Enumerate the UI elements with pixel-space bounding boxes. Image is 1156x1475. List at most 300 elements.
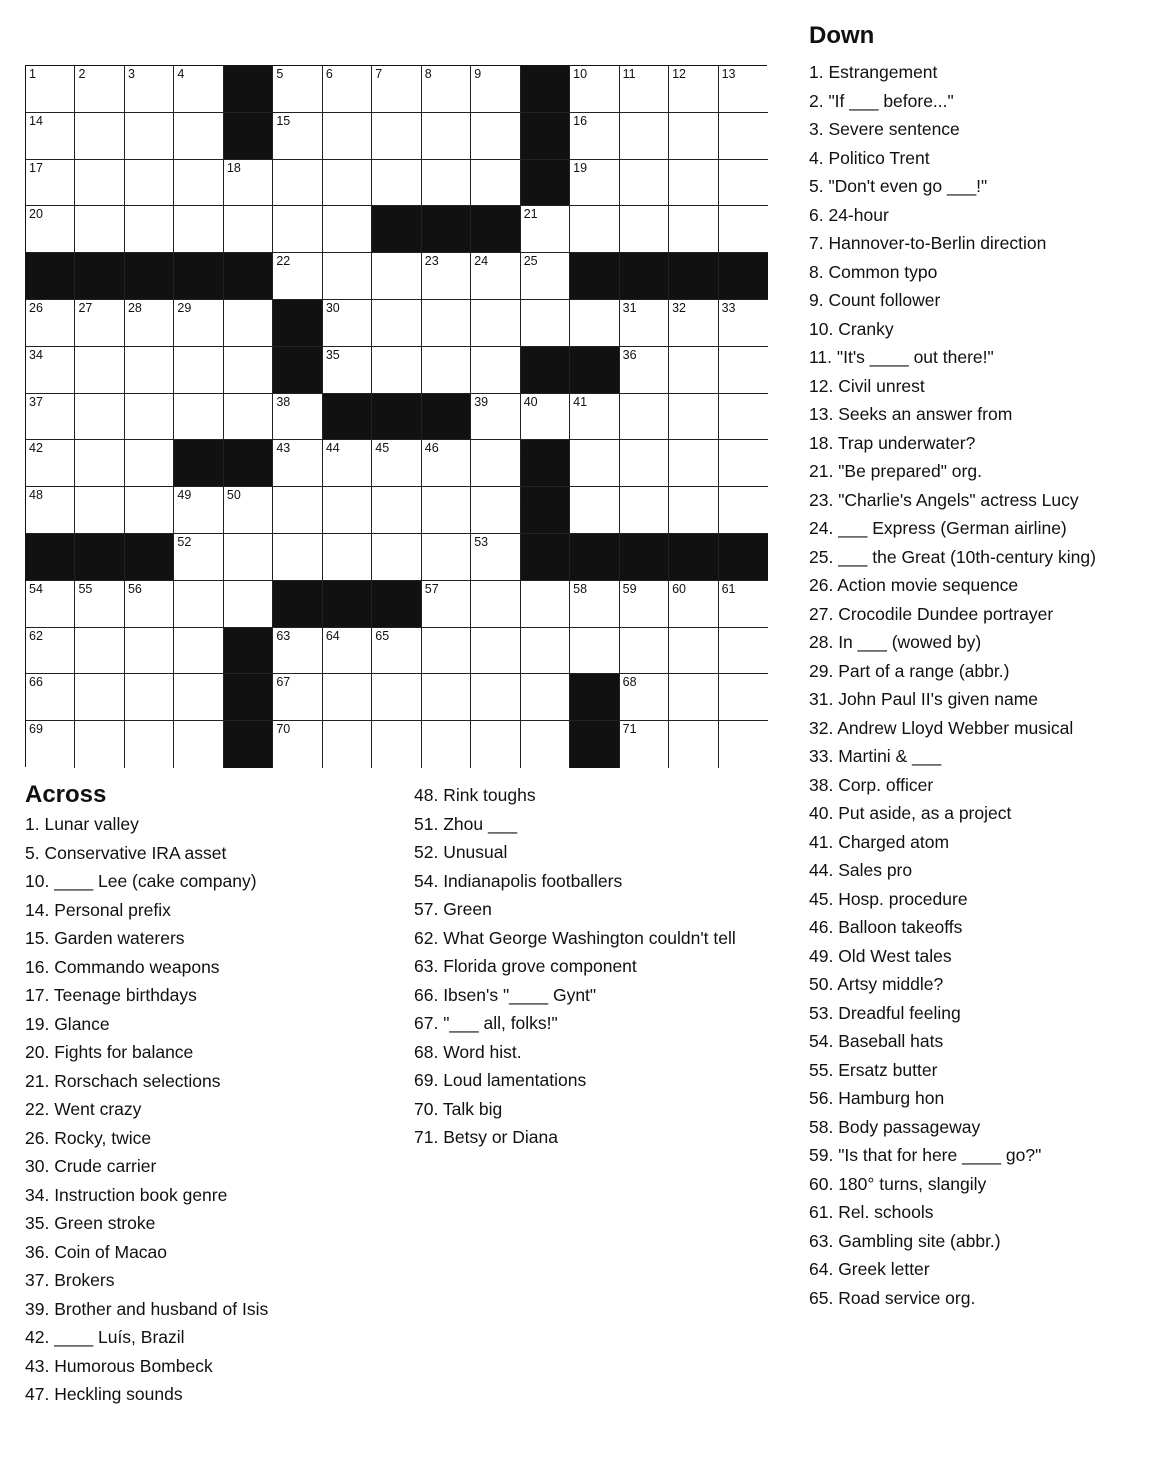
clue-item[interactable]: 25. ___ the Great (10th-century king): [809, 546, 1096, 567]
clue-item[interactable]: 1. Lunar valley: [25, 814, 139, 834]
grid-cell[interactable]: [372, 721, 421, 768]
black-square: [273, 300, 322, 347]
clue-item[interactable]: 33. Martini & ___: [809, 746, 942, 766]
clue-item[interactable]: 39. Brother and husband of Isis: [25, 1298, 269, 1319]
grid-cell[interactable]: [471, 674, 520, 721]
grid-cell[interactable]: [521, 674, 570, 721]
cell-number: 15: [276, 113, 291, 128]
clue-item[interactable]: 37. Brokers: [25, 1270, 115, 1290]
grid-cell[interactable]: [224, 160, 273, 207]
clue-item[interactable]: 38. Corp. officer: [809, 774, 934, 795]
grid-cell[interactable]: [570, 300, 619, 347]
grid-cell[interactable]: [125, 300, 174, 347]
clue-item[interactable]: 60. 180° turns, slangily: [809, 1173, 987, 1194]
clue-item[interactable]: 68. Word hist.: [414, 1041, 522, 1062]
grid-cell[interactable]: [75, 721, 124, 768]
grid-cell[interactable]: [422, 253, 471, 300]
grid-cell[interactable]: [471, 581, 520, 628]
grid-cell[interactable]: [224, 206, 273, 253]
black-square: [570, 253, 619, 300]
clue-item[interactable]: 20. Fights for balance: [25, 1042, 194, 1062]
grid-cell[interactable]: [719, 347, 768, 394]
grid-cell[interactable]: [273, 66, 322, 113]
grid-cell[interactable]: [570, 394, 619, 441]
clue-item[interactable]: 26. Rocky, twice: [25, 1127, 152, 1148]
grid-cell[interactable]: [669, 487, 718, 534]
clue-item[interactable]: 2. "If ___ before...": [809, 90, 954, 111]
grid-cell[interactable]: [174, 628, 223, 675]
grid-cell[interactable]: [719, 581, 768, 628]
grid-cell[interactable]: [471, 347, 520, 394]
clue-item[interactable]: 5. Conservative IRA asset: [25, 842, 227, 863]
grid-cell[interactable]: [125, 628, 174, 675]
grid-cell[interactable]: [422, 628, 471, 675]
grid-cell[interactable]: [273, 487, 322, 534]
grid-cell[interactable]: [125, 394, 174, 441]
clue-item[interactable]: 66. Ibsen's "____ Gynt": [414, 984, 597, 1005]
grid-cell[interactable]: [422, 113, 471, 160]
clue-item[interactable]: 18. Trap underwater?: [809, 432, 976, 453]
grid-cell[interactable]: [620, 721, 669, 768]
cell-number: 68: [622, 675, 637, 690]
clue-item[interactable]: 49. Old West tales: [809, 945, 952, 966]
clue-item[interactable]: 14. Personal prefix: [25, 899, 171, 920]
grid-cell[interactable]: [323, 347, 372, 394]
grid-cell[interactable]: [372, 66, 421, 113]
grid-cell[interactable]: [323, 206, 372, 253]
clue-item[interactable]: 56. Hamburg hon: [809, 1088, 945, 1108]
clue-item[interactable]: 8. Common typo: [809, 261, 938, 282]
grid-cell[interactable]: [224, 347, 273, 394]
black-square: [669, 534, 718, 581]
grid-cell[interactable]: [26, 394, 75, 441]
black-square: [521, 440, 570, 487]
across-clue-list-2: [414, 781, 736, 1152]
cell-number: 36: [622, 347, 637, 362]
grid-cell[interactable]: [323, 721, 372, 768]
black-square: [273, 581, 322, 628]
grid-cell[interactable]: [471, 487, 520, 534]
grid-cell[interactable]: [669, 66, 718, 113]
grid-cell[interactable]: [174, 394, 223, 441]
clue-item[interactable]: 59. "Is that for here ____ go?": [809, 1145, 1042, 1165]
black-square: [174, 440, 223, 487]
grid-cell[interactable]: [620, 113, 669, 160]
clue-item[interactable]: 28. In ___ (wowed by): [809, 632, 982, 652]
clue-item[interactable]: 4. Politico Trent: [809, 147, 930, 168]
grid-cell[interactable]: [125, 160, 174, 207]
grid-cell[interactable]: [125, 113, 174, 160]
grid-cell[interactable]: [570, 160, 619, 207]
grid-cell[interactable]: [125, 347, 174, 394]
down-heading: Down: [809, 22, 875, 49]
grid-cell[interactable]: [174, 206, 223, 253]
grid-cell[interactable]: [273, 113, 322, 160]
grid-cell[interactable]: [174, 487, 223, 534]
grid-cell[interactable]: [669, 581, 718, 628]
clue-item[interactable]: 57. Green: [414, 899, 492, 919]
grid-cell[interactable]: [372, 113, 421, 160]
grid-cell[interactable]: [224, 534, 273, 581]
grid-cell[interactable]: [719, 440, 768, 487]
grid-cell[interactable]: [471, 721, 520, 768]
cell-number: 1: [29, 67, 36, 81]
grid-cell[interactable]: [75, 628, 124, 675]
grid-cell[interactable]: [273, 628, 322, 675]
clue-item[interactable]: 45. Hosp. procedure: [809, 888, 968, 909]
clue-item[interactable]: 44. Sales pro: [809, 860, 913, 880]
grid-cell[interactable]: [570, 581, 619, 628]
grid-cell[interactable]: [26, 66, 75, 113]
grid-cell[interactable]: [471, 113, 520, 160]
clue-item[interactable]: 55. Ersatz butter: [809, 1059, 938, 1080]
clue-item[interactable]: 53. Dreadful feeling: [809, 1002, 961, 1023]
clue-item[interactable]: 63. Gambling site (abbr.): [809, 1230, 1001, 1251]
grid-cell[interactable]: [323, 674, 372, 721]
grid-cell[interactable]: [273, 160, 322, 207]
grid-cell[interactable]: [422, 300, 471, 347]
grid-cell[interactable]: [521, 300, 570, 347]
grid-cell[interactable]: [620, 394, 669, 441]
clue-item[interactable]: 67. "___ all, folks!": [414, 1013, 558, 1033]
clue-item[interactable]: 54. Baseball hats: [809, 1031, 944, 1051]
grid-cell[interactable]: [174, 581, 223, 628]
grid-cell[interactable]: [75, 394, 124, 441]
grid-cell[interactable]: [669, 721, 718, 768]
grid-cell[interactable]: [372, 674, 421, 721]
grid-cell[interactable]: [669, 300, 718, 347]
grid-cell[interactable]: [620, 300, 669, 347]
grid-cell[interactable]: [323, 440, 372, 487]
grid-cell[interactable]: [125, 66, 174, 113]
grid-cell[interactable]: [75, 206, 124, 253]
grid-cell[interactable]: [273, 721, 322, 768]
grid-cell[interactable]: [372, 487, 421, 534]
grid-cell[interactable]: [422, 581, 471, 628]
grid-cell[interactable]: [422, 160, 471, 207]
clue-item[interactable]: 64. Greek letter: [809, 1259, 930, 1279]
grid-cell[interactable]: [620, 206, 669, 253]
clue-item[interactable]: 7. Hannover-to-Berlin direction: [809, 233, 1047, 253]
grid-cell[interactable]: [620, 347, 669, 394]
cell-number: 28: [127, 300, 142, 315]
grid-cell[interactable]: [174, 66, 223, 113]
grid-cell[interactable]: [719, 300, 768, 347]
cell-number: 9: [474, 67, 482, 81]
clue-item[interactable]: 34. Instruction book genre: [25, 1184, 228, 1205]
grid-cell[interactable]: [323, 628, 372, 675]
grid-cell[interactable]: [422, 674, 471, 721]
black-square: [422, 394, 471, 441]
grid-cell[interactable]: [719, 66, 768, 113]
clue-item[interactable]: 3. Severe sentence: [809, 119, 960, 139]
grid-cell[interactable]: [719, 394, 768, 441]
cell-number: 43: [276, 441, 291, 456]
grid-cell[interactable]: [174, 347, 223, 394]
grid-cell[interactable]: [521, 628, 570, 675]
clue-item[interactable]: 13. Seeks an answer from: [809, 404, 1013, 424]
cell-number: 24: [474, 254, 489, 269]
cell-number: 57: [424, 581, 439, 596]
grid-cell[interactable]: [471, 160, 520, 207]
clue-item[interactable]: 31. John Paul II's given name: [809, 689, 1039, 709]
black-square: [372, 394, 421, 441]
clue-item[interactable]: 19. Glance: [25, 1013, 110, 1034]
grid-cell[interactable]: [75, 440, 124, 487]
grid-cell[interactable]: [273, 440, 322, 487]
grid-cell[interactable]: [125, 581, 174, 628]
cell-number: 8: [424, 67, 432, 81]
grid-cell[interactable]: [125, 674, 174, 721]
cell-number: 42: [29, 441, 43, 456]
grid-cell[interactable]: [174, 300, 223, 347]
grid-cell[interactable]: [422, 487, 471, 534]
grid-cell[interactable]: [669, 113, 718, 160]
grid-cell[interactable]: [273, 674, 322, 721]
grid-cell[interactable]: [471, 66, 520, 113]
grid-cell[interactable]: [620, 440, 669, 487]
cell-number: 33: [721, 300, 736, 315]
grid-cell[interactable]: [719, 206, 768, 253]
grid-cell[interactable]: [422, 534, 471, 581]
grid-cell[interactable]: [372, 300, 421, 347]
grid-cell[interactable]: [570, 206, 619, 253]
clue-item[interactable]: 16. Commando weapons: [25, 956, 220, 977]
clue-item[interactable]: 21. "Be prepared" org.: [809, 461, 982, 481]
grid-cell[interactable]: [174, 160, 223, 207]
grid-cell[interactable]: [471, 628, 520, 675]
grid-cell[interactable]: [174, 674, 223, 721]
black-square: [372, 581, 421, 628]
clue-item[interactable]: 48. Rink toughs: [414, 785, 536, 805]
grid-cell[interactable]: [174, 113, 223, 160]
clue-item[interactable]: 65. Road service org.: [809, 1287, 976, 1308]
grid-cell[interactable]: [719, 160, 768, 207]
grid-cell[interactable]: [570, 66, 619, 113]
grid-cell[interactable]: [471, 440, 520, 487]
grid-cell[interactable]: [75, 347, 124, 394]
clue-item[interactable]: 17. Teenage birthdays: [25, 985, 197, 1005]
grid-cell[interactable]: [669, 206, 718, 253]
clue-item[interactable]: 46. Balloon takeoffs: [809, 917, 963, 937]
grid-cell[interactable]: [26, 160, 75, 207]
cell-number: 71: [622, 722, 637, 737]
grid-cell[interactable]: [26, 300, 75, 347]
grid-cell[interactable]: [521, 394, 570, 441]
cell-number: 26: [29, 300, 43, 315]
clue-item[interactable]: 27. Crocodile Dundee portrayer: [809, 603, 1054, 624]
black-square: [26, 534, 75, 581]
grid-cell[interactable]: [372, 534, 421, 581]
clue-item[interactable]: 21. Rorschach selections: [25, 1070, 221, 1091]
grid-cell[interactable]: [75, 487, 124, 534]
grid-cell[interactable]: [422, 440, 471, 487]
grid-cell[interactable]: [669, 347, 718, 394]
clue-item[interactable]: 26. Action movie sequence: [809, 575, 1019, 595]
grid-cell[interactable]: [570, 628, 619, 675]
clue-item[interactable]: 43. Humorous Bombeck: [25, 1355, 213, 1376]
grid-cell[interactable]: [26, 347, 75, 394]
clue-item[interactable]: 32. Andrew Lloyd Webber musical: [809, 717, 1074, 738]
cell-number: 53: [474, 534, 489, 549]
grid-cell[interactable]: [125, 206, 174, 253]
grid-cell[interactable]: [26, 674, 75, 721]
grid-cell[interactable]: [620, 581, 669, 628]
clue-item[interactable]: 1. Estrangement: [809, 62, 938, 82]
grid-cell[interactable]: [323, 487, 372, 534]
grid-cell[interactable]: [26, 113, 75, 160]
grid-cell[interactable]: [719, 113, 768, 160]
grid-cell[interactable]: [521, 721, 570, 768]
grid-cell[interactable]: [521, 253, 570, 300]
black-square: [273, 347, 322, 394]
clue-item[interactable]: 9. Count follower: [809, 290, 941, 310]
clue-item[interactable]: 24. ___ Express (German airline): [809, 518, 1067, 538]
grid-cell[interactable]: [372, 440, 421, 487]
clue-item[interactable]: 29. Part of a range (abbr.): [809, 660, 1010, 681]
grid-cell[interactable]: [224, 581, 273, 628]
grid-cell[interactable]: [273, 253, 322, 300]
cell-number: 14: [29, 113, 43, 128]
clue-item[interactable]: 54. Indianapolis footballers: [414, 870, 623, 891]
grid-cell[interactable]: [669, 394, 718, 441]
grid-cell[interactable]: [422, 347, 471, 394]
grid-cell[interactable]: [422, 721, 471, 768]
clue-item[interactable]: 35. Green stroke: [25, 1213, 156, 1233]
grid-cell[interactable]: [669, 674, 718, 721]
grid-cell[interactable]: [75, 674, 124, 721]
clue-item[interactable]: 58. Body passageway: [809, 1116, 981, 1137]
grid-cell[interactable]: [570, 440, 619, 487]
grid-cell[interactable]: [719, 674, 768, 721]
grid-cell[interactable]: [224, 394, 273, 441]
grid-cell[interactable]: [471, 253, 520, 300]
grid-cell[interactable]: [273, 394, 322, 441]
black-square: [75, 253, 124, 300]
black-square: [719, 253, 768, 300]
cell-number: 63: [276, 628, 291, 643]
clue-item[interactable]: 69. Loud lamentations: [414, 1070, 587, 1090]
cell-number: 32: [672, 300, 686, 315]
grid-cell[interactable]: [323, 300, 372, 347]
grid-cell[interactable]: [26, 721, 75, 768]
clue-item[interactable]: 41. Charged atom: [809, 831, 950, 852]
grid-cell[interactable]: [323, 253, 372, 300]
grid-cell[interactable]: [570, 113, 619, 160]
clue-item[interactable]: 6. 24-hour: [809, 204, 889, 225]
grid-cell[interactable]: [273, 206, 322, 253]
clue-item[interactable]: 23. "Charlie's Angels" actress Lucy: [809, 489, 1079, 510]
clue-item[interactable]: 47. Heckling sounds: [25, 1384, 183, 1404]
grid-cell[interactable]: [224, 487, 273, 534]
black-square: [26, 253, 75, 300]
grid-cell[interactable]: [719, 721, 768, 768]
clue-item[interactable]: 52. Unusual: [414, 842, 508, 862]
grid-cell[interactable]: [620, 487, 669, 534]
clue-item[interactable]: 30. Crude carrier: [25, 1156, 157, 1176]
grid-cell[interactable]: [174, 534, 223, 581]
clue-item[interactable]: 12. Civil unrest: [809, 375, 925, 396]
clue-item[interactable]: 51. Zhou ___: [414, 813, 518, 834]
grid-cell[interactable]: [26, 628, 75, 675]
grid-cell[interactable]: [26, 440, 75, 487]
grid-cell[interactable]: [620, 66, 669, 113]
cell-number: 60: [672, 581, 686, 596]
grid-cell[interactable]: [422, 66, 471, 113]
grid-cell[interactable]: [125, 487, 174, 534]
cell-number: 19: [573, 160, 588, 175]
clue-item[interactable]: 10. Cranky: [809, 318, 894, 339]
grid-cell[interactable]: [75, 66, 124, 113]
grid-cell[interactable]: [26, 581, 75, 628]
grid-cell[interactable]: [620, 628, 669, 675]
grid-cell[interactable]: [471, 394, 520, 441]
grid-cell[interactable]: [26, 487, 75, 534]
black-square: [521, 347, 570, 394]
grid-cell[interactable]: [372, 253, 421, 300]
clue-item[interactable]: 5. "Don't even go ___!": [809, 176, 988, 196]
clue-item[interactable]: 40. Put aside, as a project: [809, 803, 1012, 823]
grid-cell[interactable]: [174, 721, 223, 768]
clue-item[interactable]: 70. Talk big: [414, 1098, 503, 1119]
clue-item[interactable]: 10. ____ Lee (cake company): [25, 871, 257, 891]
grid-cell[interactable]: [323, 160, 372, 207]
black-square: [224, 440, 273, 487]
grid-cell[interactable]: [372, 160, 421, 207]
grid-cell[interactable]: [125, 440, 174, 487]
cell-number: 25: [523, 254, 538, 269]
cell-number: 3: [127, 67, 135, 81]
grid-cell[interactable]: [75, 300, 124, 347]
grid-cell[interactable]: [669, 160, 718, 207]
grid-cell[interactable]: [669, 628, 718, 675]
grid-cell[interactable]: [125, 721, 174, 768]
grid-cell[interactable]: [719, 628, 768, 675]
grid-cell[interactable]: [521, 581, 570, 628]
grid-cell[interactable]: [75, 160, 124, 207]
grid-cell[interactable]: [224, 300, 273, 347]
clue-item[interactable]: 36. Coin of Macao: [25, 1241, 168, 1262]
grid-cell[interactable]: [521, 206, 570, 253]
clue-item[interactable]: 63. Florida grove component: [414, 956, 637, 976]
grid-cell[interactable]: [323, 66, 372, 113]
grid-cell[interactable]: [669, 440, 718, 487]
clue-item[interactable]: 61. Rel. schools: [809, 1202, 934, 1222]
grid-cell[interactable]: [471, 300, 520, 347]
clue-item[interactable]: 15. Garden waterers: [25, 928, 185, 948]
clue-item[interactable]: 22. Went crazy: [25, 1099, 142, 1119]
black-square: [521, 113, 570, 160]
clue-item[interactable]: 42. ____ Luís, Brazil: [25, 1327, 185, 1347]
grid-cell[interactable]: [372, 628, 421, 675]
clue-item[interactable]: 71. Betsy or Diana: [414, 1127, 558, 1147]
grid-cell[interactable]: [26, 206, 75, 253]
clue-item[interactable]: 50. Artsy middle?: [809, 974, 944, 994]
grid-cell[interactable]: [75, 113, 124, 160]
grid-cell[interactable]: [372, 347, 421, 394]
grid-cell[interactable]: [570, 487, 619, 534]
grid-cell[interactable]: [620, 160, 669, 207]
clue-item[interactable]: 62. What George Washington couldn't tell: [414, 927, 736, 948]
grid-cell[interactable]: [75, 581, 124, 628]
grid-cell[interactable]: [323, 113, 372, 160]
grid-cell[interactable]: [620, 674, 669, 721]
grid-cell[interactable]: [719, 487, 768, 534]
grid-cell[interactable]: [273, 534, 322, 581]
grid-cell[interactable]: [471, 534, 520, 581]
grid-cell[interactable]: [323, 534, 372, 581]
clue-item[interactable]: 11. "It's ____ out there!": [809, 347, 994, 367]
